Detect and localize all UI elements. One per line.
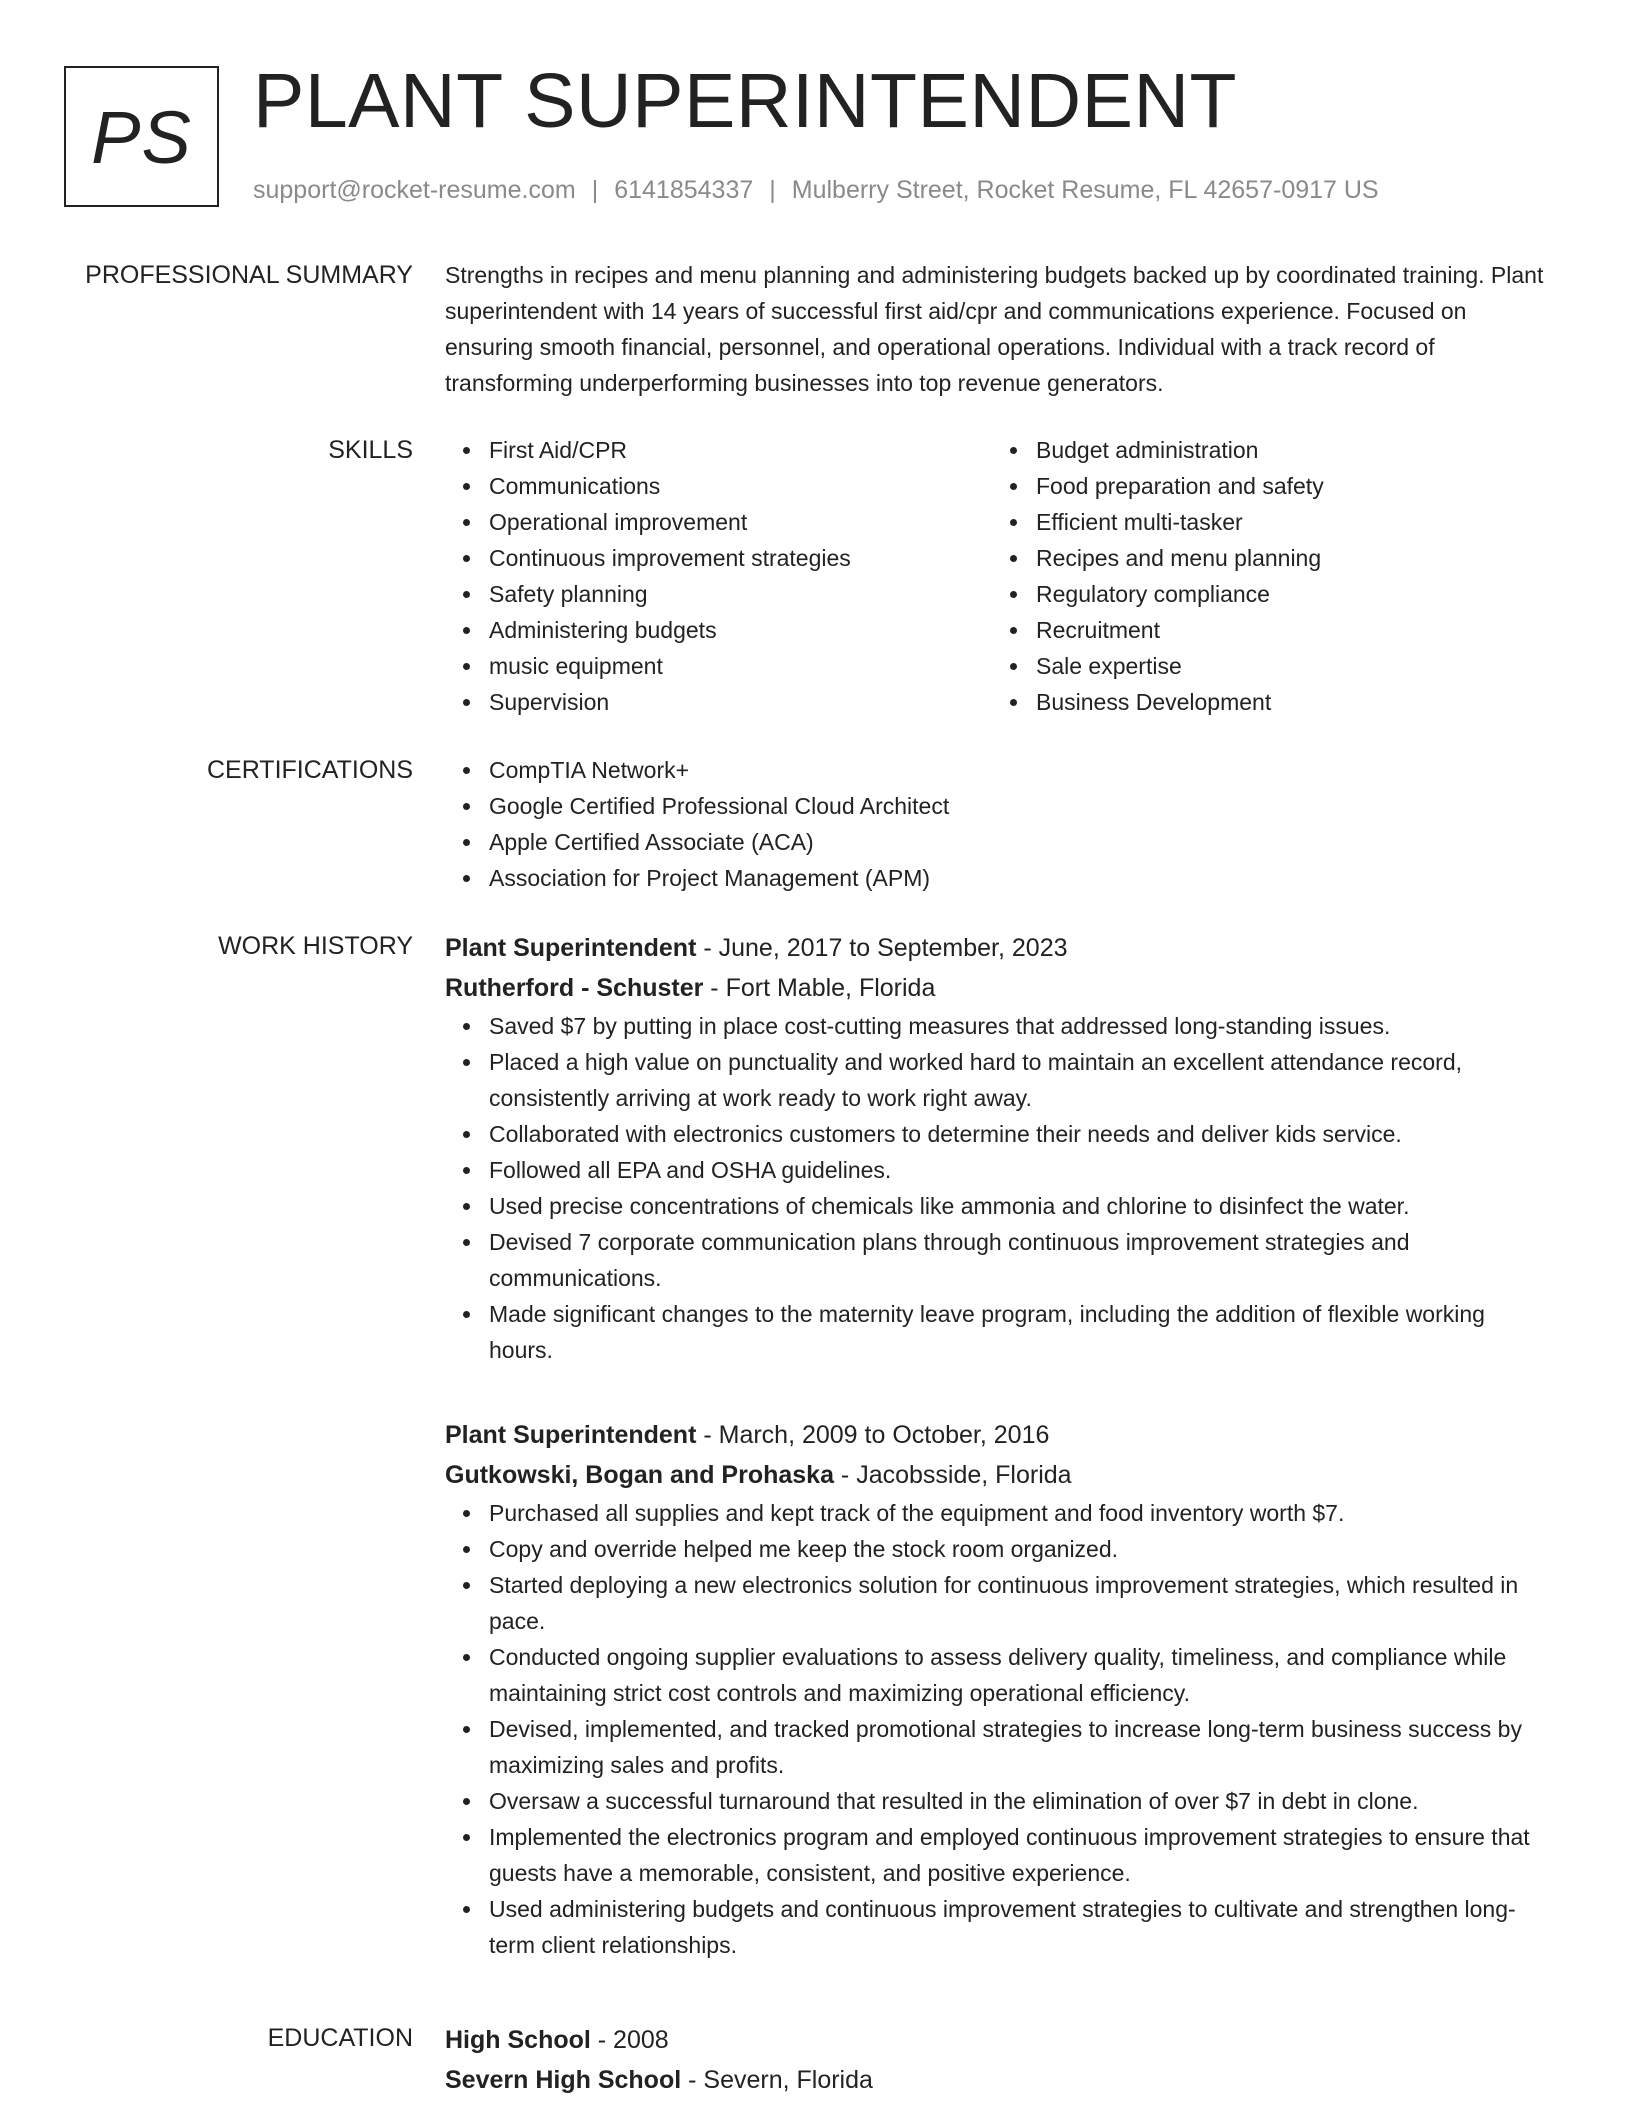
education-school-line [445,2060,1550,2100]
job-bullets [445,1008,1550,1368]
skill-item: Recipes and menu planning [1036,540,1539,576]
contact-phone: 6141854337 [614,176,754,204]
work-heading: WORK HISTORY [218,932,413,960]
job-title-line [445,928,1550,968]
job-bullet: Oversaw a successful turnaround that resulted in the elimination of over $7 in debt in clone. [489,1783,1550,1819]
job-entry [445,1415,1550,1963]
job-bullet: Used precise concentrations of chemicals like ammonia and chlorine to disinfect the water. [489,1188,1550,1224]
job-company-line [445,968,1550,1008]
job-bullet: Started deploying a new electronics solution for continuous improvement strategies, which resulted in pace. [489,1567,1550,1639]
certifications-heading: CERTIFICATIONS [206,756,413,784]
job-company: Gutkowski, Bogan and Prohaska [445,1461,834,1489]
skill-item: Continuous improvement strategies [489,540,992,576]
job-bullet: Devised 7 corporate communication plans through continuous improvement strategies and communications. [489,1224,1550,1296]
job-location: - Jacobsside, Florida [833,1461,1072,1489]
skill-item: Operational improvement [489,504,992,540]
education-degree-line [445,2020,1550,2060]
skill-item: Safety planning [489,576,992,612]
job-bullet: Placed a high value on punctuality and worked hard to maintain an excellent attendance record, consistently arriving at work ready to work right away. [489,1044,1550,1116]
skills-grid [445,432,1550,720]
job-entry [445,928,1550,1368]
job-bullet: Devised, implemented, and tracked promotional strategies to increase long-term business success by maximizing sales and profits. [489,1711,1550,1783]
job-dates: - March, 2009 to October, 2016 [696,1421,1050,1449]
contact-address: Mulberry Street, Rocket Resume, FL 42657-0917 US [791,176,1379,204]
skill-item: music equipment [489,648,992,684]
job-bullet: Followed all EPA and OSHA guidelines. [489,1152,1550,1188]
skill-item: Communications [489,468,992,504]
skill-item: Recruitment [1036,612,1539,648]
monogram-box [64,66,219,207]
contact-line [253,175,1379,205]
contact-email: support@rocket-resume.com [253,176,576,204]
education-degree: High School [445,2026,591,2054]
education-school: Severn High School [445,2066,682,2094]
resume-name: PLANT SUPERINTENDENT [253,58,1238,144]
job-company: Rutherford - Schuster [445,974,704,1002]
job-bullet: Conducted ongoing supplier evaluations to assess delivery quality, timeliness, and compliance while maintaining strict cost controls and maximizing operational efficiency. [489,1639,1550,1711]
education-location: - Severn, Florida [681,2066,873,2094]
job-bullets [445,1495,1550,1963]
work-body [445,1415,1550,1963]
certification-item: Association for Project Management (APM) [489,860,1550,896]
skill-item: Supervision [489,684,992,720]
certification-item: Google Certified Professional Cloud Architect [489,788,1550,824]
job-dates: - June, 2017 to September, 2023 [696,934,1068,962]
certification-item: CompTIA Network+ [489,752,1550,788]
skill-item: Business Development [1036,684,1539,720]
skills-list-left [445,432,992,720]
job-company-line [445,1455,1550,1495]
skills-heading: SKILLS [328,436,413,464]
skill-item: Sale expertise [1036,648,1539,684]
education-body [445,2020,1550,2100]
skill-item: First Aid/CPR [489,432,992,468]
job-title-line [445,1415,1550,1455]
education-heading: EDUCATION [267,2024,413,2052]
contact-separator: | [591,176,599,204]
job-bullet: Implemented the electronics program and employed continuous improvement strategies to ensure that guests have a memorable, consistent, and positive experience. [489,1819,1550,1891]
job-bullet: Purchased all supplies and kept track of the equipment and food inventory worth $7. [489,1495,1550,1531]
job-title: Plant Superintendent [445,1421,697,1449]
job-bullet: Saved $7 by putting in place cost-cutting measures that addressed long-standing issues. [489,1008,1550,1044]
skill-item: Budget administration [1036,432,1539,468]
monogram-initials: PS [91,96,192,179]
job-bullet: Used administering budgets and continuous improvement strategies to cultivate and strengthen long-term client relationships. [489,1891,1550,1963]
summary-heading: PROFESSIONAL SUMMARY [85,261,413,289]
education-year: - 2008 [590,2026,669,2054]
summary-body [445,257,1550,401]
job-bullet: Made significant changes to the maternity leave program, including the addition of flexible working hours. [489,1296,1550,1368]
skill-item: Regulatory compliance [1036,576,1539,612]
skill-item: Efficient multi-tasker [1036,504,1539,540]
work-body [445,928,1550,1368]
job-title: Plant Superintendent [445,934,697,962]
certifications-list [445,752,1550,896]
skill-item: Food preparation and safety [1036,468,1539,504]
skill-item: Administering budgets [489,612,992,648]
job-location: - Fort Mable, Florida [703,974,936,1002]
skills-body [445,432,1550,720]
skills-list-right [992,432,1539,720]
job-bullet: Copy and override helped me keep the stock room organized. [489,1531,1550,1567]
contact-separator: | [769,176,776,204]
certifications-body [445,752,1550,896]
summary-text: Strengths in recipes and menu planning and administering budgets backed up by coordinated training. Plant superintendent with 14 years of successful first aid/cpr and communications experience. Focused on ensuring smooth financial, personnel, and operational operations. Individual with a track record of transforming underperforming businesses into top revenue generators. [445,262,1544,396]
certification-item: Apple Certified Associate (ACA) [489,824,1550,860]
job-bullet: Collaborated with electronics customers to determine their needs and deliver kids service. [489,1116,1550,1152]
